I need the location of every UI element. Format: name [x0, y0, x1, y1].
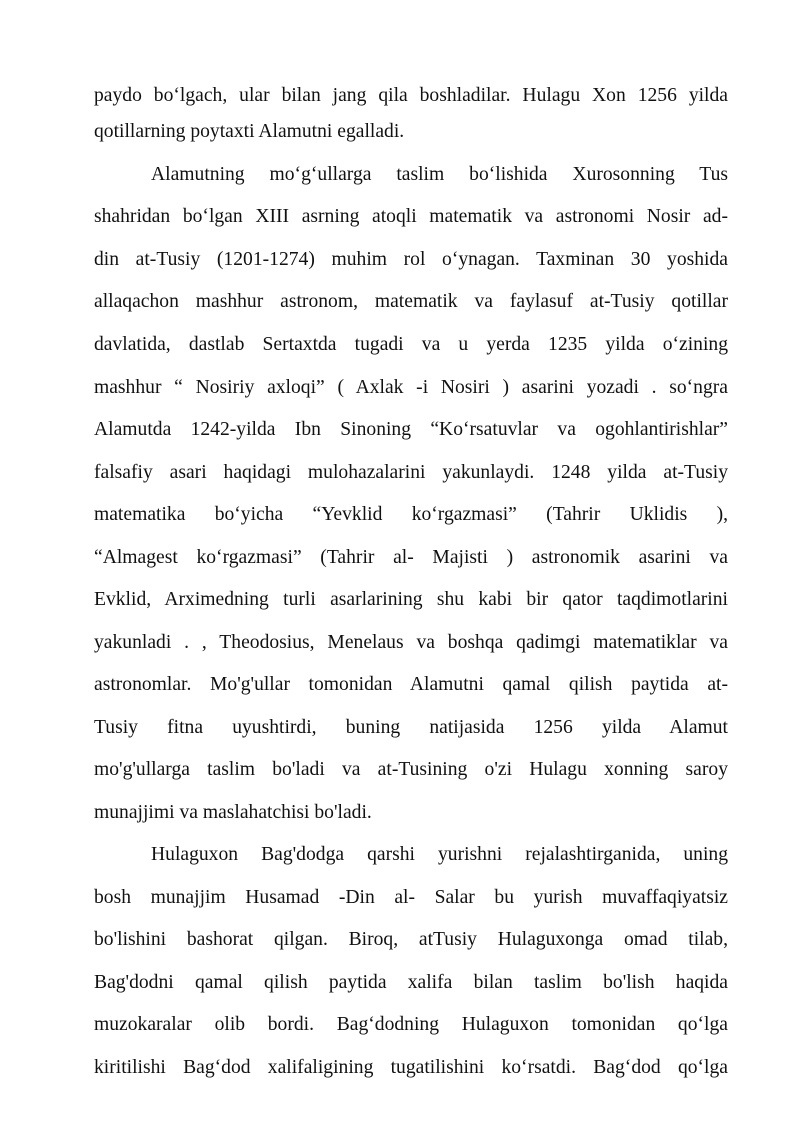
text-line: davlatida, dastlab Sertaxtda tugadi va u yerda 1235 yilda oʻzining	[94, 334, 728, 355]
text-line: paydo boʻlgach, ular bilan jang qila boshladilar. Hulagu Xon 1256 yilda	[94, 85, 728, 106]
paragraph-first-line: Hulaguxon Bag'dodga qarshi yurishni rejalashtirganida, uning	[151, 844, 728, 865]
text-line: mashhur “ Nosiriy axloqi” ( Axlak -i Nosiri ) asarini yozadi . soʻngra	[94, 377, 728, 398]
text-line: Bag'dodni qamal qilish paytida xalifa bilan taslim bo'lish haqida	[94, 972, 728, 993]
text-line: matematika boʻyicha “Yevklid koʻrgazmasi” (Tahrir Uklidis ),	[94, 504, 728, 525]
text-line: din at-Tusiy (1201-1274) muhim rol oʻynagan. Taxminan 30 yoshida	[94, 249, 728, 270]
text-line: munajjimi va maslahatchisi bo'ladi.	[94, 802, 372, 823]
text-line: falsafiy asari haqidagi mulohazalarini yakunlaydi. 1248 yilda at-Tusiy	[94, 462, 728, 483]
paragraph-first-line: Alamutning moʻgʻullarga taslim boʻlishida Xurosonning Tus	[151, 164, 728, 185]
text-line: astronomlar. Mo'g'ullar tomonidan Alamutni qamal qilish paytida at-	[94, 674, 728, 695]
text-line: “Almagest koʻrgazmasi” (Tahrir al- Majisti ) astronomik asarini va	[94, 547, 728, 568]
text-line: allaqachon mashhur astronom, matematik va faylasuf at-Tusiy qotillar	[94, 291, 728, 312]
text-line: Alamutda 1242-yilda Ibn Sinoning “Koʻrsatuvlar va ogohlantirishlar”	[94, 419, 728, 440]
text-line: bo'lishini bashorat qilgan. Biroq, atTusiy Hulaguxonga omad tilab,	[94, 929, 728, 950]
text-line: bosh munajjim Husamad -Din al- Salar bu yurish muvaffaqiyatsiz	[94, 887, 728, 908]
text-line: qotillarning poytaxti Alamutni egalladi.	[94, 121, 405, 142]
text-line: mo'g'ullarga taslim bo'ladi va at-Tusining o'zi Hulagu xonning saroy	[94, 759, 728, 780]
text-line: Tusiy fitna uyushtirdi, buning natijasida 1256 yilda Alamut	[94, 717, 728, 738]
text-line: muzokaralar olib bordi. Bagʻdodning Hulaguxon tomonidan qoʻlga	[94, 1014, 728, 1035]
text-line: yakunladi . , Theodosius, Menelaus va boshqa qadimgi matematiklar va	[94, 632, 728, 653]
text-line: kiritilishi Bagʻdod xalifaligining tugatilishini koʻrsatdi. Bagʻdod qoʻlga	[94, 1057, 728, 1078]
text-line: shahridan boʻlgan XIII asrning atoqli matematik va astronomi Nosir ad-	[94, 206, 728, 227]
text-line: Evklid, Arximedning turli asarlarining shu kabi bir qator taqdimotlarini	[94, 589, 728, 610]
